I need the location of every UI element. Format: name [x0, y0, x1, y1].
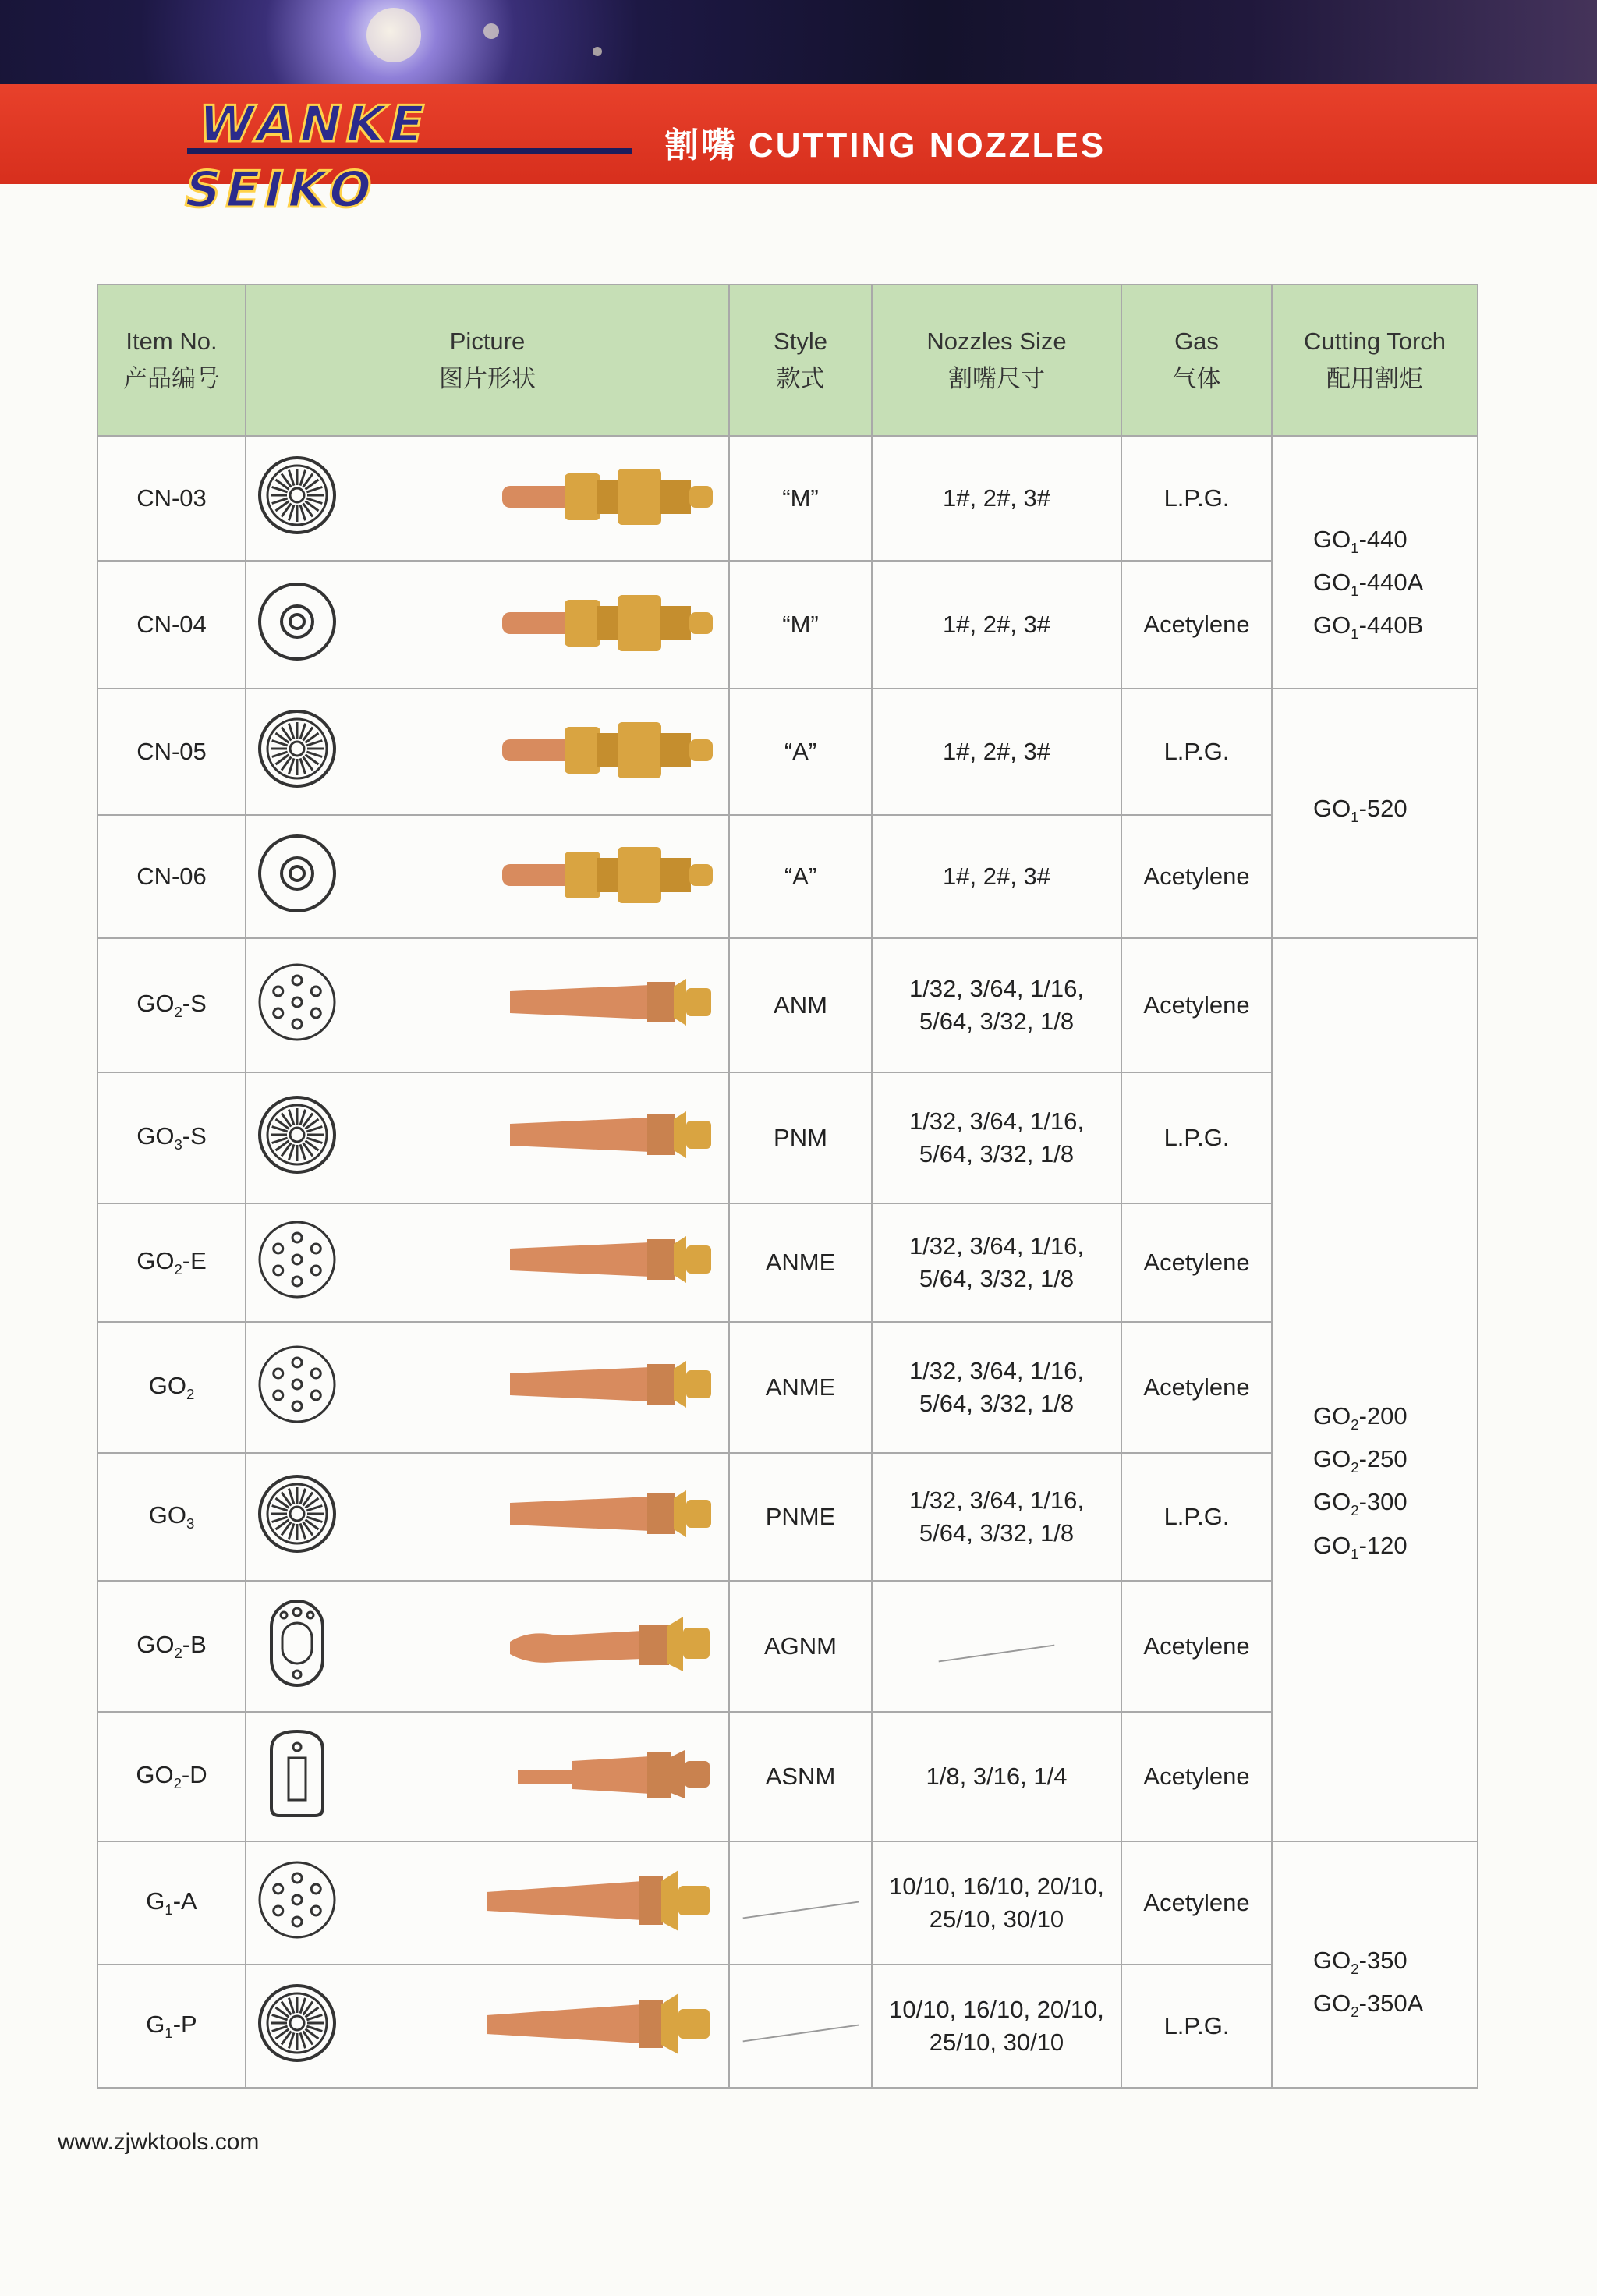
gas-cell: [1121, 689, 1272, 815]
size-line: 1/8, 3/16, 1/4: [926, 1763, 1068, 1790]
column-header-item: Item No. 产品编号: [97, 285, 246, 436]
gas-value: Acetylene: [1143, 863, 1250, 890]
long-nozzle-icon: [393, 1976, 721, 2076]
empty-dash: [742, 2025, 859, 2043]
size-line: 1#, 2#, 3#: [943, 863, 1050, 890]
item-number: $G_1-P$: [146, 2010, 197, 2042]
style-cell: [729, 1322, 872, 1453]
size-cell: [872, 1203, 1121, 1322]
size-cell: [872, 1965, 1121, 2088]
torch-model: $GO_2-350$: [1313, 1947, 1408, 1978]
picture-cell: [246, 1712, 729, 1841]
item-number-cell: [97, 938, 246, 1072]
item-number-cell: [97, 436, 246, 561]
size-cell: [872, 1712, 1121, 1841]
item-number-cell: [97, 1072, 246, 1203]
fluted-face-icon: [254, 702, 340, 802]
picture-cell: [246, 1072, 729, 1203]
picture-cell: [246, 1453, 729, 1581]
torch-model: $GO_1-440A$: [1313, 569, 1424, 600]
fluted-face-icon: [254, 448, 340, 548]
picture-cell: [246, 436, 729, 561]
gas-cell: [1121, 436, 1272, 561]
size-cell: [872, 815, 1121, 938]
style-cell: [729, 1072, 872, 1203]
hex-nut-nozzle-icon: [393, 702, 721, 802]
item-number-cell: [97, 1203, 246, 1322]
page-title-en: CUTTING NOZZLES: [749, 126, 1107, 165]
size-cell: [872, 938, 1121, 1072]
style-cell: [729, 689, 872, 815]
column-header-size: Nozzles Size 割嘴尺寸: [872, 285, 1121, 436]
style-cell: [729, 938, 872, 1072]
torch-model: $GO_2-300$: [1313, 1488, 1408, 1519]
style-value: ASNM: [765, 1763, 836, 1790]
gas-cell: [1121, 1581, 1272, 1712]
style-cell: [729, 436, 872, 561]
item-number: $GO_2-E$: [136, 1246, 207, 1278]
picture-cell: [246, 938, 729, 1072]
torch-model: $GO_2-200$: [1313, 1402, 1408, 1433]
header-photo: [0, 0, 1597, 86]
gas-value: L.P.G.: [1163, 2012, 1230, 2039]
torch-model: $GO_2-250$: [1313, 1445, 1408, 1476]
item-number: $GO_3-S$: [136, 1121, 207, 1153]
empty-dash: [742, 1901, 859, 1919]
style-cell: [729, 1581, 872, 1712]
gas-value: L.P.G.: [1163, 484, 1230, 512]
size-line: 1/32, 3/64, 1/16,: [908, 1232, 1085, 1260]
table-row: [97, 1322, 1478, 1453]
size-cell: [872, 1453, 1121, 1581]
style-cell: [729, 1712, 872, 1841]
website-link[interactable]: www.zjwktools.com: [58, 2129, 260, 2155]
size-cell: [872, 1072, 1121, 1203]
nozzle-spec-table: [97, 284, 1478, 2089]
size-cell: [872, 1322, 1121, 1453]
style-cell: [729, 1965, 872, 2088]
gas-cell: [1121, 938, 1272, 1072]
fluted-face-icon: [254, 1467, 340, 1567]
torch-model: $GO_1-440B$: [1313, 611, 1424, 643]
size-line: 1#, 2#, 3#: [943, 738, 1050, 765]
size-line: 1/32, 3/64, 1/16,: [908, 1357, 1085, 1384]
torch-model: $GO_1-440$: [1313, 526, 1408, 557]
table-row: [97, 1203, 1478, 1322]
size-line: 10/10, 16/10, 20/10,: [889, 1996, 1104, 2023]
gas-value: Acetylene: [1143, 1373, 1250, 1401]
picture-cell: [246, 1322, 729, 1453]
item-number-cell: [97, 561, 246, 689]
table-row: [97, 1841, 1478, 1965]
size-cell: [872, 1841, 1121, 1965]
size-line: 5/64, 3/32, 1/8: [919, 1140, 1075, 1167]
column-header-gas: Gas 气体: [1121, 285, 1272, 436]
hex-nut-nozzle-icon: [393, 827, 721, 927]
item-number: $GO_2-D$: [136, 1760, 207, 1792]
size-line: 5/64, 3/32, 1/8: [919, 1390, 1075, 1417]
gas-cell: [1121, 815, 1272, 938]
table-row: [97, 1453, 1478, 1581]
oval-face-icon: [254, 1596, 340, 1696]
style-cell: [729, 561, 872, 689]
table-row: [97, 938, 1478, 1072]
picture-cell: [246, 1203, 729, 1322]
item-number: $G_1-A$: [146, 1887, 197, 1919]
style-value: ANM: [774, 991, 827, 1019]
hex-nut-nozzle-icon: [393, 575, 721, 675]
picture-cell: [246, 1965, 729, 2088]
cutting-torch-cell: [1272, 436, 1478, 689]
tapered-nozzle-icon: [393, 955, 721, 1055]
item-number: CN-04: [136, 611, 207, 638]
size-line: 1#, 2#, 3#: [943, 611, 1050, 638]
page-title: [664, 117, 1106, 167]
gas-cell: [1121, 1322, 1272, 1453]
table-row: [97, 561, 1478, 689]
multi-hole-face-icon: [254, 1213, 340, 1313]
long-nozzle-icon: [393, 1853, 721, 1953]
size-line: 25/10, 30/10: [929, 2028, 1064, 2056]
item-number: CN-05: [136, 738, 207, 765]
tapered-nozzle-icon: [393, 1213, 721, 1313]
item-number-cell: [97, 1322, 246, 1453]
style-cell: [729, 1453, 872, 1581]
size-line: 10/10, 16/10, 20/10,: [889, 1873, 1104, 1900]
style-cell: [729, 815, 872, 938]
picture-cell: [246, 689, 729, 815]
cutting-torch-cell: [1272, 1841, 1478, 2088]
style-value: PNME: [765, 1503, 836, 1530]
size-line: 1/32, 3/64, 1/16,: [908, 1486, 1085, 1514]
size-cell: [872, 561, 1121, 689]
gas-value: Acetylene: [1143, 1632, 1250, 1660]
cutting-torch-cell: [1272, 689, 1478, 938]
item-number-cell: [97, 1841, 246, 1965]
style-cell: [729, 1841, 872, 1965]
column-header-torch: Cutting Torch 配用割炬: [1272, 285, 1478, 436]
size-cell: [872, 436, 1121, 561]
multi-hole-face-icon: [254, 1853, 340, 1953]
page-title-zh: 割嘴: [664, 126, 738, 165]
style-value: “A”: [784, 738, 817, 765]
gas-value: L.P.G.: [1163, 738, 1230, 765]
torch-model: $GO_2-350A$: [1313, 1990, 1424, 2021]
size-line: 1#, 2#, 3#: [943, 484, 1050, 512]
style-value: “M”: [782, 484, 819, 512]
picture-cell: [246, 1581, 729, 1712]
gas-value: Acetylene: [1143, 1249, 1250, 1276]
size-cell: [872, 1581, 1121, 1712]
gas-value: Acetylene: [1143, 991, 1250, 1019]
table-row: [97, 1965, 1478, 2088]
style-cell: [729, 1203, 872, 1322]
size-line: 1/32, 3/64, 1/16,: [908, 975, 1085, 1002]
multi-hole-face-icon: [254, 955, 340, 1055]
item-number-cell: [97, 815, 246, 938]
size-line: 1/32, 3/64, 1/16,: [908, 1107, 1085, 1135]
fluted-face-icon: [254, 1976, 340, 2076]
item-number: CN-03: [136, 484, 207, 512]
style-value: “M”: [782, 611, 819, 638]
table-row: [97, 689, 1478, 815]
item-number: $GO_3$: [148, 1501, 195, 1532]
column-header-picture: Picture 图片形状: [246, 285, 729, 436]
style-value: PNM: [774, 1124, 827, 1151]
tapered-nozzle-icon: [393, 1467, 721, 1567]
gas-value: L.P.G.: [1163, 1124, 1230, 1151]
table-row: [97, 1581, 1478, 1712]
size-line: 5/64, 3/32, 1/8: [919, 1265, 1075, 1292]
item-number: $GO_2-S$: [136, 989, 207, 1021]
style-value: ANME: [765, 1249, 836, 1276]
style-value: “A”: [784, 863, 817, 890]
gas-cell: [1121, 1841, 1272, 1965]
picture-cell: [246, 1841, 729, 1965]
hex-nut-nozzle-icon: [393, 448, 721, 548]
table-row: [97, 436, 1478, 561]
style-value: ANME: [765, 1373, 836, 1401]
item-number-cell: [97, 1712, 246, 1841]
item-number: $GO_2-B$: [136, 1630, 207, 1662]
tapered-nozzle-icon: [393, 1088, 721, 1188]
picture-cell: [246, 815, 729, 938]
item-number-cell: [97, 1453, 246, 1581]
empty-dash: [939, 1645, 1055, 1663]
gas-cell: [1121, 1203, 1272, 1322]
gas-value: Acetylene: [1143, 1763, 1250, 1790]
gas-cell: [1121, 1072, 1272, 1203]
fluted-face-icon: [254, 1088, 340, 1188]
ring-face-icon: [254, 575, 340, 675]
gas-value: L.P.G.: [1163, 1503, 1230, 1530]
style-value: AGNM: [764, 1632, 837, 1660]
item-number-cell: [97, 1581, 246, 1712]
picture-cell: [246, 561, 729, 689]
item-number: $GO_2$: [148, 1371, 195, 1403]
torch-model: $GO_1-520$: [1313, 795, 1408, 826]
table-header-row: [97, 285, 1478, 436]
table-row: [97, 1712, 1478, 1841]
table-row: [97, 1072, 1478, 1203]
multi-hole-face-icon: [254, 1338, 340, 1437]
size-cell: [872, 689, 1121, 815]
size-line: 25/10, 30/10: [929, 1905, 1064, 1933]
gas-value: Acetylene: [1143, 611, 1250, 638]
size-line: 5/64, 3/32, 1/8: [919, 1008, 1075, 1035]
brand-logo: WANKE SEIKO: [179, 96, 434, 219]
torch-model: $GO_1-120$: [1313, 1531, 1408, 1562]
gas-cell: [1121, 561, 1272, 689]
item-number-cell: [97, 689, 246, 815]
gas-cell: [1121, 1965, 1272, 2088]
flat-nozzle-icon: [393, 1727, 721, 1827]
cutting-torch-cell: [1272, 938, 1478, 1841]
gas-cell: [1121, 1453, 1272, 1581]
gas-value: Acetylene: [1143, 1889, 1250, 1916]
ring-face-icon: [254, 827, 340, 927]
tapered-nozzle-icon: [393, 1338, 721, 1437]
item-number-cell: [97, 1965, 246, 2088]
table-row: [97, 815, 1478, 938]
bent-nozzle-icon: [393, 1596, 721, 1696]
gas-cell: [1121, 1712, 1272, 1841]
table-body: [97, 436, 1478, 2088]
item-number: CN-06: [136, 863, 207, 890]
size-line: 5/64, 3/32, 1/8: [919, 1519, 1075, 1547]
flat-face-icon: [254, 1727, 340, 1827]
column-header-style: Style 款式: [729, 285, 872, 436]
